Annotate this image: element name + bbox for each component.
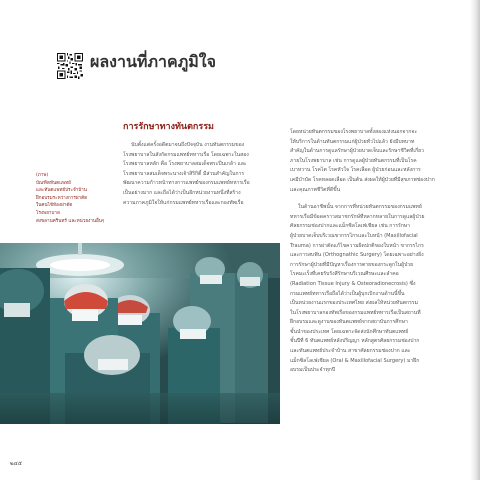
body-line: กรมแพทย์ทหารเรือถือได้ว่าเป็นผู้บุกเบิกงานด้านนี้ขึ้น: [290, 290, 405, 297]
caption-line: และทันตแพทย์ประจำบ้าน: [36, 188, 87, 194]
body-line: โรงพยาบาลสมเด็จพระนางเจ้าสิริกิติ์ มีส่วนสำคัญในการ: [123, 170, 245, 177]
page-gutter-shadow: [470, 0, 480, 480]
body-line: เคมีบำบัด โรคหลอดเลือด เป็นต้น ส่งผลให้ผู้ป่วยที่มีสุขภาพช่องปาก: [290, 176, 435, 183]
caption-line: ในคนไข้ห้องผ่าตัด: [36, 203, 73, 209]
body-line: และการสบฟัน (Orthognathic Surgery) โดยเฉพาะอย่างยิ่ง: [290, 252, 424, 259]
caption-line: สงขลานครินทร์ และหน่วยงานอื่นๆ: [36, 218, 105, 224]
caption-line: บัณฑิตทันตแพทย์: [36, 180, 71, 186]
body-line: ในโรงพยาบาลกองทัพเรือของกรมแพทย์ทหารเรือเป็นสถานที่: [290, 309, 421, 316]
page-number: ๒๔๕: [10, 461, 22, 467]
body-line: และคุณภาพชีวิตที่ดีขึ้น: [290, 186, 341, 193]
body-line: ฝึกอบรมและดูงานของทันตแพทย์จากสถาบันการศึกษา: [290, 319, 408, 326]
caption-line: ฝึกอบรมระหว่างการผ่าตัด: [36, 195, 88, 201]
body-line: เป็นหน่วยงานแรกของประเทศไทย ส่งผลให้หน่วยทันตกรรม: [290, 300, 418, 307]
body-line: และทันตแพทย์ประจำบ้าน สาขาศัลยกรรมช่องปาก และ: [290, 348, 411, 355]
body-line: โรคมะเร็งที่เคยรับรังสีรักษาบริเวณศีรษะและลำคอ: [290, 271, 399, 278]
body-line: พัฒนาความก้าวหน้าทางการแพทย์ของกรมแพทย์ทหารเรือ: [123, 180, 250, 187]
body-line: นับตั้งแต่ครั้งอดีตมาจนถึงปัจจุบัน งานทันตกรรมของ: [131, 142, 245, 148]
body-line: ในด้านอาชีพนั้น จากการที่หน่วยทันตกรรมของกรมแพทย์: [298, 204, 422, 211]
body-line: สำคัญในด้านการดูแลรักษาผู้ป่วยบาดเจ็บและรักษาชีวิตที่เกี่ยว: [290, 148, 425, 155]
photo-caption: [36, 172, 105, 225]
body-line: ความภาคภูมิใจให้แก่กรมแพทย์ทหารเรือและกองทัพเรือ: [123, 199, 244, 206]
body-line: โดยหน่วยทันตกรรมของโรงพยาบาลทั้งสองแห่งนอกจากจะ: [290, 129, 418, 135]
page-title: ผลงานที่ภาคภูมิใจ: [90, 52, 216, 71]
body-line: โรงพยาบาลในสังกัดกรมแพทย์ทหารเรือ โดยเฉพาะในสอง: [123, 151, 249, 158]
body-line: อบรมเป็นประจำทุกปี: [290, 367, 336, 374]
body-line: ชั้นนำของประเทศ โดยเฉพาะจัดส่งนักศึกษาทันตแพทย์: [290, 328, 409, 335]
caption-line: (ภาพ): [36, 173, 49, 178]
right-body-column: [290, 128, 467, 376]
body-line: การรักษาผู้ป่วยที่มีปัญหาเรื่องการตายของกระดูกในผู้ป่วย: [290, 261, 414, 268]
body-line: ศัลยกรรมช่องปากและแม็กซิลโลเฟเชียล เช่น การรักษา: [290, 223, 411, 230]
body-line: Trauma) การผ่าตัดแก้ไขความผิดปกติของใบหน้า ขากรรไกร: [290, 242, 424, 249]
body-line: ทหารเรือมีข้อดคราวสมาชกรักษ์ที่หลากหลายในการดูแลผู้ป่วย: [290, 213, 425, 220]
body-line: (Radiation Tissue Injury & Osteoradionecrosis) ซึ่ง: [290, 280, 416, 287]
surgery-photo: [0, 243, 280, 424]
body-line: เป็นอย่างมาก และถือได้ว่าเป็นอีกหน่วยงานหนึ่งที่สร้าง: [123, 189, 241, 196]
section-title: การรักษาทางทันตกรรม: [123, 122, 214, 132]
paragraph-gap: [290, 195, 467, 203]
body-line: เบาหวาน โรคไต โรคหัวใจ โรคเลือด ผู้ป่วยก่อนและหลังการ: [290, 167, 421, 174]
left-body-column: [123, 141, 287, 208]
caption-line: โรงพยาบาล: [36, 210, 60, 216]
body-line: แม็กซิลโลเฟเชียล (Oral & Maxillofacial Surgery) มาฝึก: [290, 357, 420, 364]
body-line: ชั้นปีที่ 6 ทันตแพทย์หลังปริญญา หลักสูตรศัลยกรรมช่องปาก: [290, 338, 420, 345]
qr-code-icon[interactable]: [57, 53, 83, 79]
body-line: โรงพยาบาลหลัก คือ โรงพยาบาลสมเด็จพระปิ่นเกล้า และ: [123, 161, 247, 168]
body-line: ภายในโรงพยาบาล เช่น การดูแลผู้ป่วยทันตกรรมที่เป็นโรค: [290, 157, 417, 164]
body-line: ให้บริการในด้านทันตกรรมแก่ผู้ป่วยทั่วไปแล้ว ยังมีบทบาท: [290, 138, 415, 145]
body-line: ผู้ป่วยบาดเจ็บบริเวณขากรรไกรและใบหน้า (Maxillofacial: [290, 232, 418, 239]
